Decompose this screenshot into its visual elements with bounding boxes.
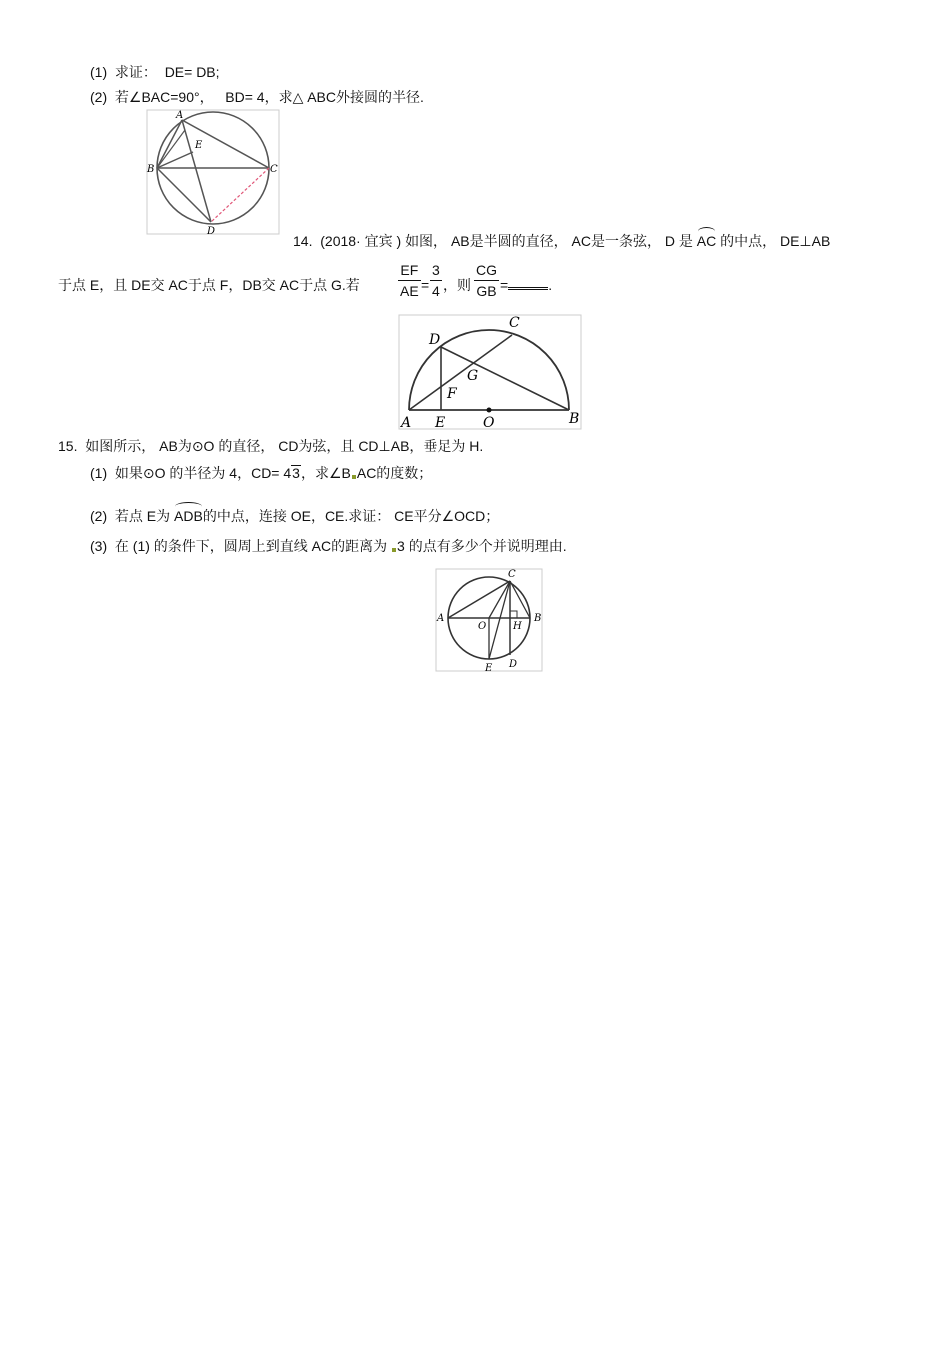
q14-fraction-cg-gb	[474, 262, 499, 299]
label-c: C	[270, 164, 278, 175]
sqrt-3: 3	[292, 465, 300, 481]
chord-db	[441, 347, 569, 410]
dashed-cd	[211, 168, 269, 222]
q14-source: (2018· 宜宾 )	[320, 233, 402, 249]
label-d: D	[207, 226, 216, 237]
q14-line1	[293, 232, 830, 250]
label-a: A	[176, 110, 184, 121]
q15-part1-text-a: 如果⊙O 的半径为 4，CD= 4	[114, 465, 292, 481]
q14-period: .	[548, 277, 553, 293]
q14-figure	[397, 313, 583, 431]
q13-figure	[145, 108, 285, 238]
frac-denominator: 4	[432, 283, 440, 299]
frac-numerator: 3	[432, 262, 440, 278]
q14-line2-text: 于点 E，且 DE交 AC于点 F，DB交 AC于点 G.若	[58, 277, 360, 293]
q14-eq2: =	[500, 277, 509, 293]
label-e: E	[485, 663, 493, 673]
frac-bar	[430, 280, 442, 281]
frac-denominator: AE	[400, 283, 419, 299]
q15-part2-text-b: 的中点，连接 OE，CE.求证： CE平分∠OCD；	[202, 508, 500, 524]
label-b: B	[147, 164, 155, 175]
figure-frame	[147, 110, 279, 234]
q14-line2	[58, 276, 360, 294]
artifact-dot	[392, 548, 396, 552]
label-e: E	[195, 140, 203, 151]
q14-eq1: =	[421, 277, 430, 293]
chord-cb	[510, 581, 530, 618]
label-a: A	[401, 415, 412, 431]
label-c: C	[509, 315, 520, 331]
q14-then: ，则	[443, 277, 471, 293]
q14-arc-ac: AC	[696, 233, 717, 249]
chord-ac	[448, 581, 510, 618]
segment-ce	[489, 581, 510, 659]
q15-stem-line	[58, 437, 483, 455]
q15-part1-text-b: ，求∠B	[300, 465, 351, 481]
q13-part1	[90, 63, 220, 81]
answer-blank	[508, 279, 548, 290]
q13-part1-number: (1)	[90, 64, 108, 80]
label-b: B	[534, 613, 542, 624]
q15-part1	[90, 464, 432, 482]
q15-number: 15.	[58, 438, 78, 454]
frac-bar	[398, 280, 421, 281]
label-o: O	[478, 621, 487, 632]
label-c: C	[508, 569, 516, 580]
frac-denominator: GB	[476, 283, 497, 299]
label-g: G	[467, 368, 479, 384]
label-d: D	[429, 332, 441, 348]
artifact-dot	[352, 475, 356, 479]
q15-part1-text-c: AC的度数；	[356, 465, 433, 481]
right-angle-mark	[510, 611, 517, 618]
center-point-o	[487, 408, 492, 413]
q14-text-b: 的中点， DE⊥AB	[720, 233, 831, 249]
frac-bar	[474, 280, 499, 281]
label-e: E	[435, 415, 446, 431]
q15-stem: 如图所示， AB为⊙O 的直径， CD为弦，且 CD⊥AB，垂足为 H.	[85, 438, 484, 454]
q13-part1-expr: DE= DB;	[164, 64, 220, 80]
q14-fraction-ef-ae	[398, 262, 421, 299]
q15-figure	[434, 567, 546, 673]
q13-part1-text: 求证：	[114, 64, 157, 80]
label-f: F	[447, 386, 457, 402]
q15-part1-number: (1)	[90, 465, 108, 481]
frac-numerator: EF	[400, 262, 419, 278]
q13-part2	[90, 88, 424, 106]
q15-part2	[90, 507, 499, 525]
q14-answer	[500, 276, 552, 294]
q13-part2-expr: BD= 4，求△ ABC外接圆的半径.	[225, 89, 424, 105]
label-o: O	[483, 415, 495, 431]
q15-part3	[90, 537, 567, 555]
q14-number: 14.	[293, 233, 313, 249]
q15-part3-text-b: 3 的点有多少个并说明理由.	[397, 538, 567, 554]
q13-part2-number: (2)	[90, 89, 108, 105]
q13-part2-text: 若∠BAC=90°，	[114, 89, 214, 105]
q15-part3-number: (3)	[90, 538, 108, 554]
chord-ac	[409, 335, 512, 410]
q14-text-a: 如图， AB是半圆的直径， AC是一条弦， D 是	[405, 233, 693, 249]
q15-part2-number: (2)	[90, 508, 108, 524]
q14-fraction-3-4	[430, 262, 442, 299]
q15-arc-adb: ADB	[174, 508, 203, 524]
frac-numerator: CG	[476, 262, 497, 278]
label-d: D	[509, 659, 518, 670]
label-b: B	[569, 411, 580, 427]
label-h: H	[513, 621, 522, 632]
q15-part3-text-a: 在 (1) 的条件下，圆周上到直线 AC的距离为	[114, 538, 388, 554]
chord-ab	[157, 120, 182, 168]
q15-part2-text-a: 若点 E为	[114, 508, 171, 524]
label-a: A	[437, 613, 445, 624]
